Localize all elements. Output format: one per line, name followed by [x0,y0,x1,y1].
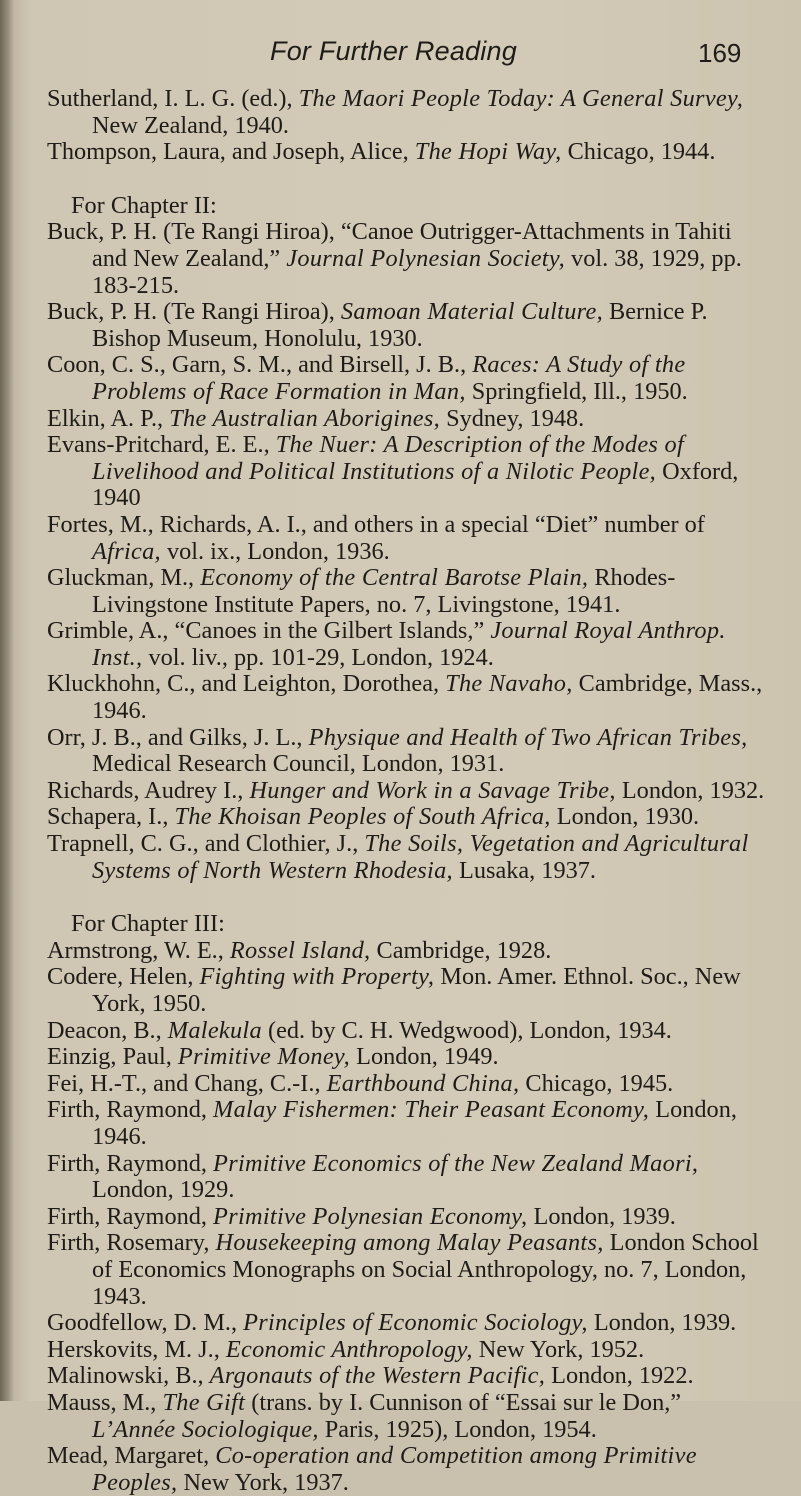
entry-text: Schapera, I., [47,803,175,831]
entry-text: London, 1922. [545,1362,694,1390]
entry-title: Earthbound China, [326,1069,520,1097]
bibliography-entry [47,1390,767,1443]
entry-text: London, 1939. [527,1202,676,1230]
entry-text: Herskovits, M. J., [47,1335,226,1363]
entry-text: London, 1946. [92,1096,737,1150]
bibliography-entry [47,299,767,352]
entry-text: Evans-Pritchard, E. E., [47,431,276,459]
entry-text: Springfield, Ill., 1950. [465,377,688,405]
bibliography-entry [47,804,767,831]
entry-text: Paris, 1925), London, 1954. [318,1415,597,1443]
entry-title: Journal Royal Anthrop. Inst., [92,617,726,671]
entry-text: London, 1929. [92,1176,235,1204]
bibliography-entry [47,938,767,965]
entry-title: The Hopi Way, [414,138,562,166]
entry-title: Housekeeping among Malay Peasants, [215,1229,604,1257]
entry-title: The Navaho, [445,670,573,698]
entry-title: Co-operation and Competition among Primitive Peoples, [92,1442,697,1496]
entry-title: Fighting with Property, [199,963,435,991]
entry-title: The Khoisan Peoples of South Africa, [174,803,551,831]
entry-text: vol. ix., London, 1936. [160,537,390,565]
entry-title: The Gift [162,1388,246,1416]
entry-text: London, 1930. [550,803,700,831]
entry-text: Fortes, M., Richards, A. I., and others in a special “Diet” number of [47,510,705,538]
entry-text: New York, 1952. [472,1335,645,1363]
bibliography-entry [47,778,767,805]
entry-title: Rossel Island, [229,936,371,964]
entry-text: (ed. by C. H. Wedgwood), London, 1934. [261,1016,672,1044]
bibliography-entry [47,1443,767,1496]
entry-text: Thompson, Laura, and Joseph, Alice, [47,138,415,166]
entry-text: (trans. by I. Cunnison of “Essai sur le Don,” [245,1388,682,1416]
bibliography-entry [47,964,767,1017]
entry-text: vol. liv., pp. 101-29, London, 1924. [142,643,494,671]
entry-text: Sydney, 1948. [440,404,585,432]
entry-text: Gluckman, M., [47,564,201,592]
bibliography-entry [47,139,767,166]
entry-text: London, 1932. [615,776,765,804]
bibliography-entry [47,1310,767,1337]
entry-text: Firth, Raymond, [47,1096,214,1124]
entry-text: Richards, Audrey I., [47,776,250,804]
entry-text: Firth, Rosemary, [47,1229,216,1257]
bibliography-entry [47,725,767,778]
entry-title: The Australian Aborigines, [169,404,441,432]
entry-text: New York, 1937. [177,1468,349,1496]
entry-text: Deacon, B., [47,1016,168,1044]
bibliography-entry [47,565,767,618]
entry-text: Mead, Margaret, [47,1442,216,1470]
bibliography-entry [47,1204,767,1231]
entry-title: Hunger and Work in a Savage Tribe, [249,776,616,804]
entry-text: Cambridge, 1928. [370,936,552,964]
entry-text: Medical Research Council, London, 1931. [92,750,505,778]
entry-text: Fei, H.-T., and Chang, C.-I., [47,1069,327,1097]
entry-title: Argonauts of the Western Pacific, [209,1362,546,1390]
entry-title: Economy of the Central Barotse Plain, [200,564,589,592]
entry-text: Lusaka, 1937. [452,856,596,884]
entry-text: Grimble, A., “Canoes in the Gilbert Islands,” [47,617,491,645]
chapter-heading: For Chapter II: [71,191,217,219]
entry-title: The Maori People Today: A General Survey, [298,85,744,112]
entry-text: Buck, P. H. (Te Rangi Hiroa), [47,298,341,326]
entry-title: Primitive Economics of the New Zealand Maori, [213,1149,699,1177]
entry-text: vol. 38, 1929, pp. 183-215. [92,244,742,299]
bibliography-entry [47,432,767,512]
bibliography-entry [47,1363,767,1390]
entry-title: Samoan Material Culture, [340,298,603,326]
running-head: For Further Reading [270,36,517,66]
entry-text: Cambridge, Mass., 1946. [92,670,763,725]
entry-title: Principles of Economic Sociology, [243,1309,588,1337]
entry-text: Elkin, A. P., [47,404,170,432]
entry-text: Chicago, 1944. [561,138,716,166]
bibliography-entry [47,352,767,405]
entry-title: Races: A Study of the Problems of Race Formation in Man, [92,351,686,405]
entry-title: Malekula [167,1016,262,1044]
entry-text: Sutherland, I. L. G. (ed.), [47,85,299,112]
bibliography-entry [47,1230,767,1310]
bibliography-entry [47,671,767,724]
entry-text: London School of Economics Monographs on Social Anthropology, no. 7, London, 1943. [92,1229,759,1310]
page-number: 169 [698,38,742,68]
entry-title: Physique and Health of Two African Tribes, [308,723,748,751]
entry-text: Armstrong, W. E., [47,936,230,964]
entry-title: Journal Polynesian Society, [286,244,565,272]
bibliography-entry [47,1151,767,1204]
bibliography-entry [47,1071,767,1098]
entry-title: Primitive Polynesian Economy, [213,1202,528,1230]
bibliography-entry [47,406,767,433]
entry-title: The Nuer: A Description of the Modes of Livelihood and Political Institutions of a Nilotic People, [92,431,685,485]
chapter-heading: For Chapter III: [71,910,225,938]
bibliography-entry [47,1337,767,1364]
entry-text: Mon. Amer. Ethnol. Soc., New York, 1950. [92,963,741,1017]
entry-text: Firth, Raymond, [47,1202,214,1230]
page-header [0,36,801,76]
entry-title: The Soils, Vegetation and Agricultural Systems of North Western Rhodesia, [92,830,749,884]
entry-text: Chicago, 1945. [519,1069,674,1097]
entry-text: Coon, C. S., Garn, S. M., and Birsell, J. B., [47,351,473,379]
entry-text: London, 1939. [587,1309,737,1337]
bibliography-entry [47,831,767,884]
entry-title: Africa, [92,537,161,565]
entry-text: Buck, P. H. (Te Rangi Hiroa), “Canoe Outrigger-Attachments in Tahiti and New Zealand,” [47,218,732,272]
entry-title: Malay Fishermen: Their Peasant Economy, [213,1096,650,1124]
bibliography-entry [47,219,767,299]
entry-text: London, 1949. [350,1043,499,1071]
entry-title: L’Année Sociologique, [92,1415,319,1443]
entry-text: Mauss, M., [47,1388,163,1416]
bibliography-entry [47,1018,767,1045]
entry-text: Trapnell, C. G., and Clothier, J., [47,830,365,858]
bibliography-entry [47,1097,767,1150]
entry-text: Firth, Raymond, [47,1149,214,1177]
bibliography-entry [47,86,767,139]
entry-text: Malinowski, B., [47,1362,210,1390]
entry-text: Kluckhohn, C., and Leighton, Dorothea, [47,670,446,698]
entry-text: Orr, J. B., and Gilks, J. L., [47,723,309,751]
entry-text: Oxford, 1940 [92,457,739,512]
entry-text: Goodfellow, D. M., [47,1309,244,1337]
entry-text: New Zealand, 1940. [92,111,290,139]
entry-text: Bernice P. Bishop Museum, Honolulu, 1930. [92,298,708,352]
bibliography-list [47,86,767,1496]
entry-title: Economic Anthropology, [225,1335,473,1363]
bibliography-entry [47,618,767,671]
entry-text: Rhodes-Livingstone Institute Papers, no. 7, Livingstone, 1941. [92,564,676,618]
entry-text: Einzig, Paul, [47,1043,178,1071]
bibliography-entry [47,512,767,565]
bibliography-entry [47,1044,767,1071]
entry-title: Primitive Money, [177,1043,351,1071]
entry-text: Codere, Helen, [47,963,200,991]
